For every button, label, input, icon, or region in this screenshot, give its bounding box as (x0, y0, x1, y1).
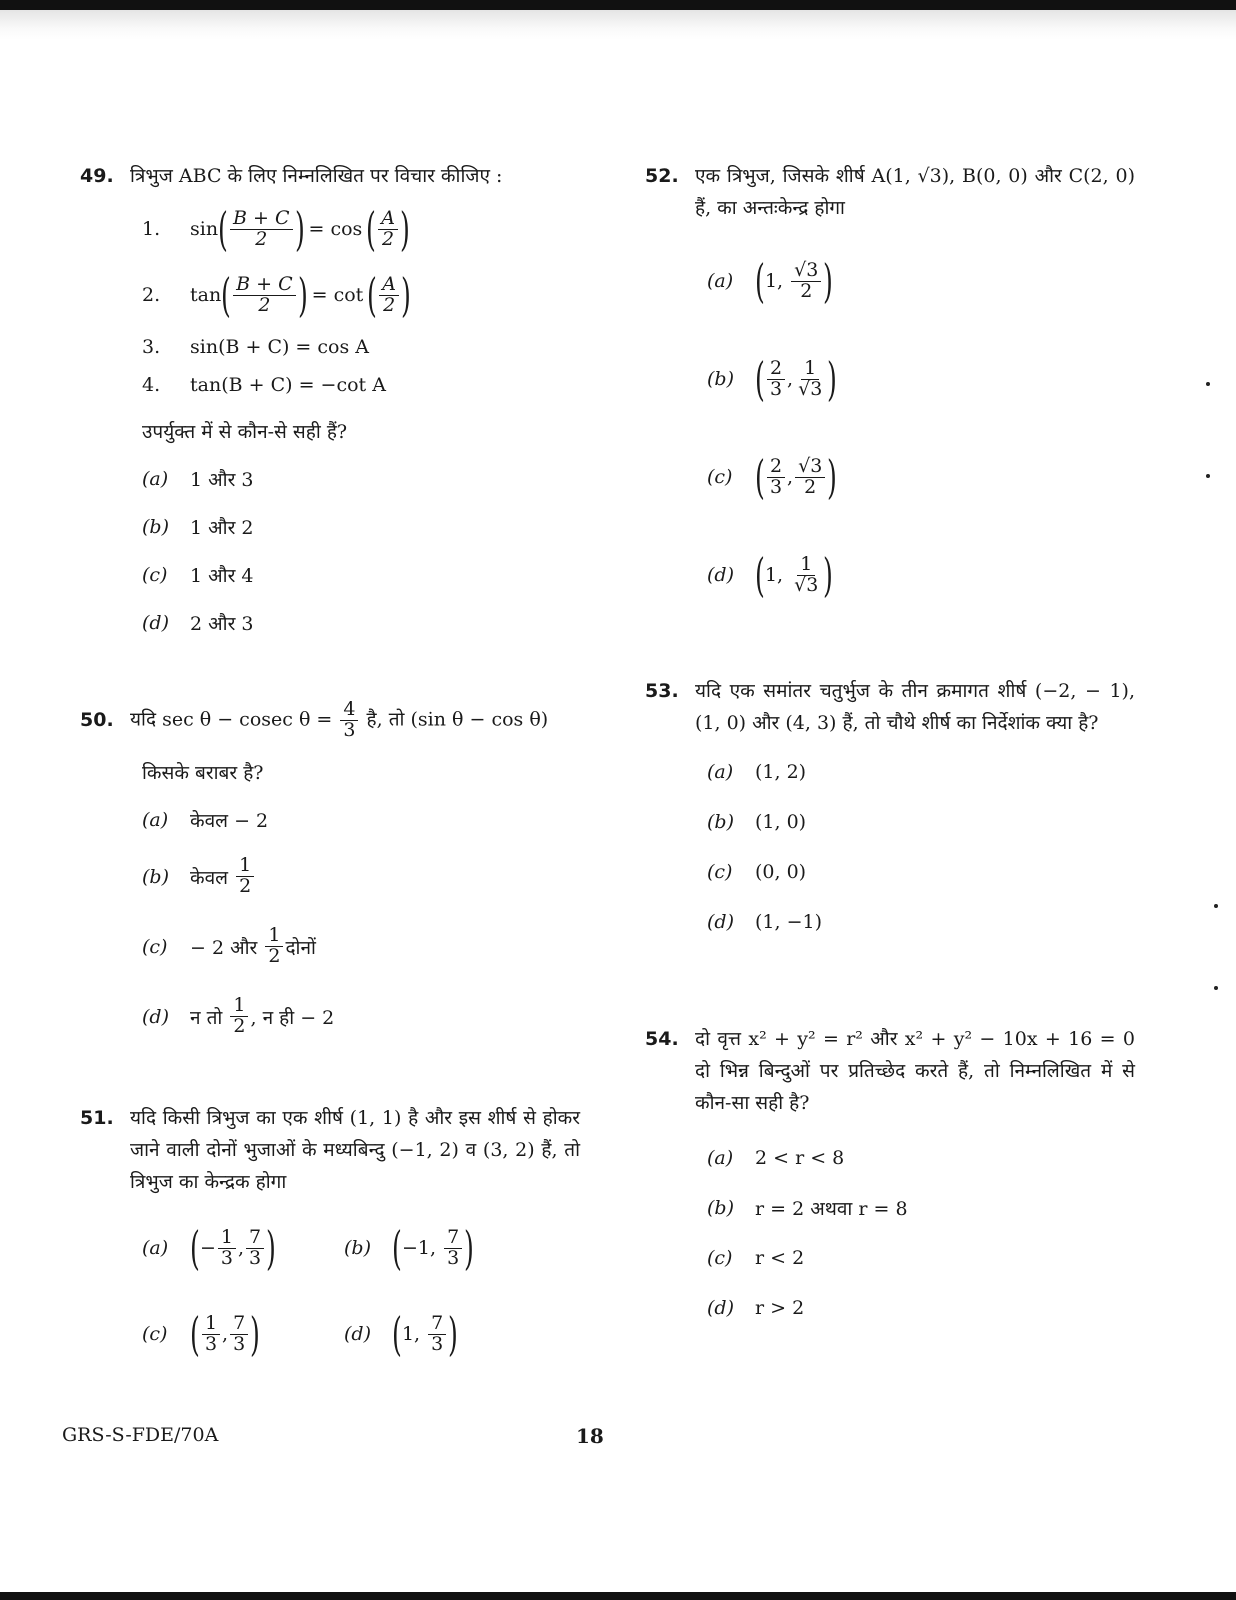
question-stem: यदि किसी त्रिभुज का एक शीर्ष (1, 1) है और इस शीर्ष से होकर जाने वाली दोनों भुजाओं के मध्यबिन्दु (−1, 2) व (3, 2) हैं, तो त्रिभुज का केन्द्रक होगा (130, 1107, 580, 1193)
option-b[interactable]: (b) 1 और 2 (142, 516, 254, 539)
question-number: 54. (645, 1028, 679, 1050)
option-d[interactable]: (d) ( 1, $\frac{1}{√3}$ ) (707, 548, 834, 602)
question-number: 53. (645, 680, 679, 702)
option-b[interactable]: (b) ( $\frac{2}{3}$ , $\frac{1}{√3}$ ) (707, 352, 838, 406)
option-a[interactable]: (a) 2 < r < 8 (707, 1147, 845, 1169)
option-c[interactable]: (c) ( $\frac{2}{3}$ , $\frac{√3}{2}$ ) (707, 450, 838, 504)
question-stem: यदि एक समांतर चतुर्भुज के तीन क्रमागत शीर्ष (−2, − 1), (1, 0) और (4, 3) हैं, तो चौथे शीर्ष का निर्देशांक क्या है? (695, 680, 1135, 734)
option-c[interactable]: (c) r < 2 (707, 1247, 805, 1269)
option-d[interactable]: (d) 2 और 3 (142, 612, 254, 635)
question-number: 51. (80, 1107, 114, 1129)
question-50 (80, 700, 580, 1045)
option-b[interactable]: (b) (1, 0) (707, 811, 807, 833)
page-number: 18 (576, 1424, 604, 1448)
scan-top-edge (0, 0, 1236, 10)
question-stem: यदि sec θ − cosec θ = $\frac{4}{3}$ है, तो (sin θ − cos θ) (130, 698, 549, 741)
option-a[interactable]: (a) (1, 2) (707, 761, 807, 783)
option-b[interactable]: (b) केवल $\frac{1}{2}$ (142, 849, 580, 905)
option-a[interactable]: (a) ( − $\frac{1}{3}$ , $\frac{7}{3}$ ) (142, 1221, 277, 1275)
statement-3: 3. sin(B + C) = cos A (142, 336, 369, 358)
question-number: 50. (80, 709, 114, 732)
scan-bottom-edge (0, 1592, 1236, 1600)
statement-4: 4. tan(B + C) = −cot A (142, 374, 386, 396)
scan-top-shadow (0, 10, 1236, 40)
option-d[interactable]: (d) r > 2 (707, 1297, 805, 1319)
question-stem: दो वृत्त x² + y² = r² और x² + y² − 10x + 16 = 0 दो भिन्न बिन्दुओं पर प्रतिच्छेद करते हैं, तो निम्नलिखित में से कौन-सा सही है? (695, 1028, 1135, 1114)
question-54 (645, 1023, 1135, 1325)
question-52 (645, 160, 1135, 610)
question-51 (80, 1102, 580, 1362)
scan-speck (1206, 382, 1210, 386)
scan-speck (1214, 904, 1218, 908)
option-c[interactable]: (c) (0, 0) (707, 861, 807, 883)
question-49 (80, 160, 580, 640)
question-stem: एक त्रिभुज, जिसके शीर्ष A(1, √3), B(0, 0) और C(2, 0) हैं, का अन्तःकेन्द्र होगा (695, 165, 1135, 219)
option-d[interactable]: (d) ( 1, $\frac{7}{3}$ ) (344, 1307, 459, 1361)
statement-2: 2. tan ( $\frac{B + C}{2}$ ) = cot ( $\frac{A}{2}$ ) (142, 268, 411, 322)
question-stem-line2: किसके बराबर है? (142, 761, 264, 784)
paper-code: GRS-S-FDE/70A (62, 1424, 219, 1446)
option-a[interactable]: (a) ( 1, $\frac{√3}{2}$ ) (707, 254, 834, 308)
statement-1: 1. sin ( $\frac{B + C}{2}$ ) = cos ( $\frac{A}{2}$ ) (142, 202, 410, 256)
option-b[interactable]: (b) ( −1, $\frac{7}{3}$ ) (344, 1221, 475, 1275)
option-c[interactable]: (c) 1 और 4 (142, 564, 254, 587)
option-c[interactable]: (c) ( $\frac{1}{3}$ , $\frac{7}{3}$ ) (142, 1307, 261, 1361)
scan-speck (1214, 986, 1218, 990)
scan-speck (1206, 474, 1210, 478)
option-c[interactable]: (c) − 2 और $\frac{1}{2}$ दोनों (142, 924, 316, 968)
option-a[interactable]: (a) 1 और 3 (142, 468, 254, 491)
option-d[interactable]: (d) न तो $\frac{1}{2}$ , न ही − 2 (142, 994, 335, 1038)
question-53 (645, 675, 1135, 939)
option-b[interactable]: (b) r = 2 अथवा r = 8 (707, 1197, 908, 1220)
question-stem: त्रिभुज ABC के लिए निम्नलिखित पर विचार कीजिए : (130, 165, 503, 187)
option-d[interactable]: (d) (1, −1) (707, 911, 823, 933)
question-number: 52. (645, 165, 679, 187)
question-prompt: उपर्युक्त में से कौन-से सही हैं? (142, 421, 348, 443)
question-number: 49. (80, 165, 114, 187)
option-a[interactable]: (a) केवल − 2 (142, 808, 269, 832)
